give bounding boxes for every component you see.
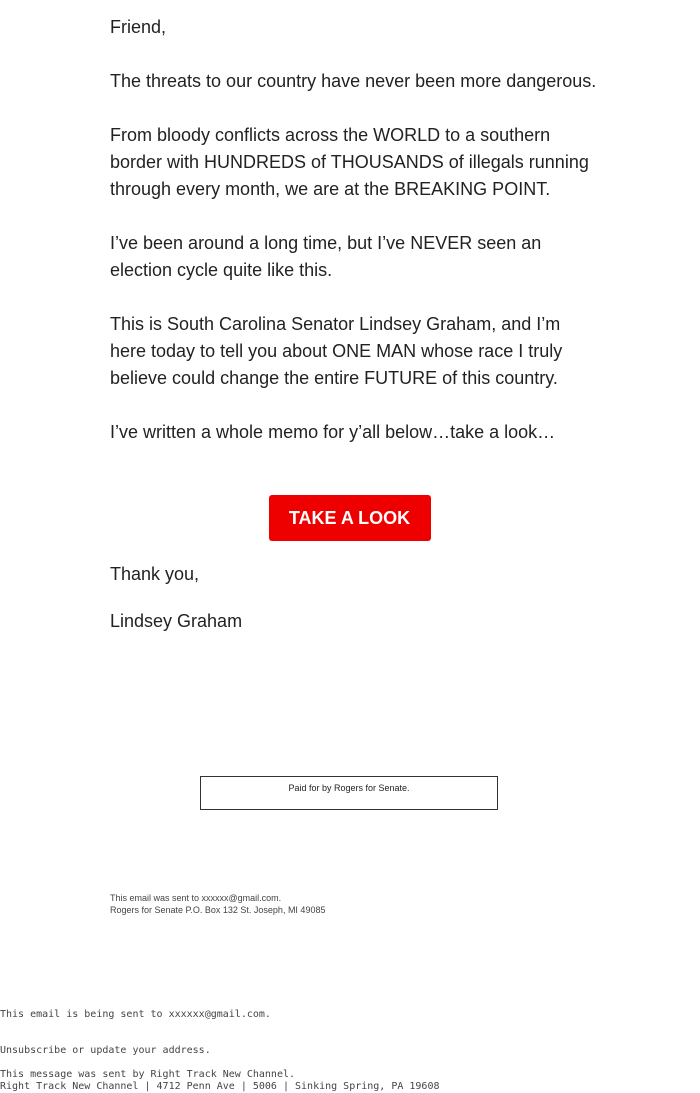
footer-address: Rogers for Senate P.O. Box 132 St. Joseph, MI 49085 — [110, 905, 326, 915]
greeting: Friend, — [110, 17, 167, 37]
list-footer-sender — [0, 1069, 440, 1093]
campaign-footer — [110, 892, 325, 916]
footer-sent-to: This email was sent to xxxxxx@gmail.com. — [110, 893, 282, 903]
paragraph-introduction: This is South Carolina Senator Lindsey Graham, and I’m here today to tell you about ONE MAN whose race I truly believe could change the entire FUTURE of this country. — [110, 314, 563, 388]
take-a-look-button[interactable]: TAKE A LOOK — [269, 495, 431, 541]
signature: Lindsey Graham — [110, 611, 243, 631]
paid-for-disclaimer — [200, 776, 498, 810]
paragraph-election: I’ve been around a long time, but I’ve NEVER seen an election cycle quite like this. — [110, 233, 542, 280]
paragraph-border: From bloody conflicts across the WORLD to a southern border with HUNDREDS of THOUSANDS of illegals running through every month, we are at the BREAKING POINT. — [110, 125, 589, 199]
paragraph-threats: The threats to our country have never been more dangerous. — [110, 71, 597, 91]
thanks-text: Thank you, — [110, 564, 200, 584]
email-body — [110, 14, 600, 446]
paragraph-memo: I’ve written a whole memo for y’all below…take a look… — [110, 422, 556, 442]
list-footer-being-sent: This email is being sent to xxxxxx@gmail.com. — [0, 1009, 271, 1020]
cta-container — [0, 495, 700, 541]
unsubscribe-link[interactable]: Unsubscribe or update your address. — [0, 1045, 211, 1056]
paid-for-text: Paid for by Rogers for Senate. — [288, 783, 410, 793]
list-footer-sent-by: This message was sent by Right Track New Channel. — [0, 1069, 296, 1080]
list-footer-sender-address: Right Track New Channel | 4712 Penn Ave | 5006 | Sinking Spring, PA 19608 — [0, 1081, 440, 1092]
